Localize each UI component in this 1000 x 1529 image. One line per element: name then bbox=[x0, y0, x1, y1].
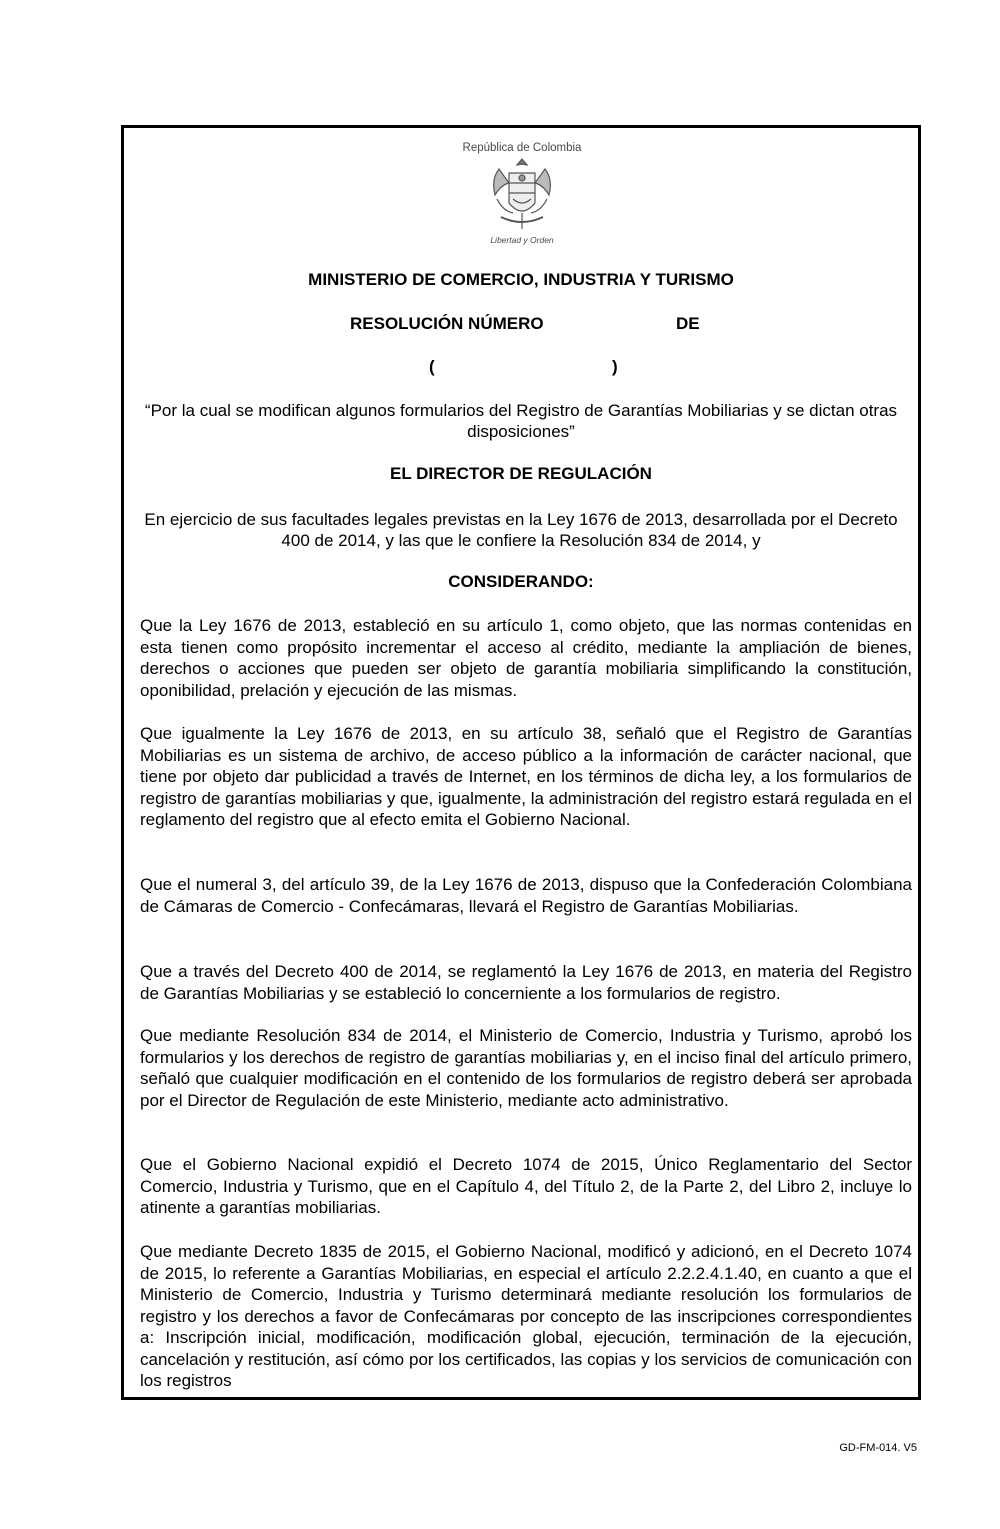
ministry-heading: MINISTERIO DE COMERCIO, INDUSTRIA Y TURISMO bbox=[308, 270, 734, 289]
paragraph-3: Que el numeral 3, del artículo 39, de la Ley 1676 de 2013, dispuso que la Confederación Colombiana de Cámaras de Comercio - Confecámaras, llevará el Registro de Garantías Mobiliarias. bbox=[140, 875, 912, 916]
resolution-de: DE bbox=[676, 314, 700, 333]
republic-label: República de Colombia bbox=[462, 142, 582, 154]
colombia-seal-icon bbox=[487, 155, 557, 235]
motto-label: Libertad y Orden bbox=[490, 235, 554, 245]
close-paren: ) bbox=[612, 357, 618, 376]
paragraph-4: Que a través del Decreto 400 de 2014, se reglamentó la Ley 1676 de 2013, en materia del Registro de Garantías Mobiliarias y se estableció lo concerniente a los formularios de registro. bbox=[140, 962, 912, 1003]
coat-of-arms bbox=[442, 142, 602, 262]
resolution-label: RESOLUCIÓN NÚMERO bbox=[350, 314, 544, 333]
resolution-title: “Por la cual se modifican algunos formularios del Registro de Garantías Mobiliarias y se dictan otras disposiciones” bbox=[144, 401, 898, 441]
paragraph-6: Que el Gobierno Nacional expidió el Decreto 1074 de 2015, Único Reglamentario del Sector Comercio, Industria y Turismo, que en el Capítulo 4, del Título 2, de la Parte 2, del Libro 2, incluye lo atinente a garantías mobiliarias. bbox=[140, 1155, 912, 1217]
considerando-heading: CONSIDERANDO: bbox=[448, 572, 594, 591]
paragraph-7: Que mediante Decreto 1835 de 2015, el Gobierno Nacional, modificó y adicionó, en el Decreto 1074 de 2015, lo referente a Garantías Mobiliarias, en especial el artículo 2.2.2.4.1.40, en cuanto a que el Ministerio de Comercio, Industria y Turismo determinará mediante resolución los formularios de registro y los derechos a favor de Confecámaras por concepto de las inscripciones correspondientes a: Inscripción inicial, modificación, modificación global, ejecución, terminación de la ejecución, cancelación y restitución, así cómo por los certificados, las copias y los servicios de comunicación con los registros bbox=[140, 1242, 912, 1390]
paragraph-5: Que mediante Resolución 834 de 2014, el Ministerio de Comercio, Industria y Turismo, aprobó los formularios y los derechos de registro de garantías mobiliarias y, en el inciso final del artículo primero, señaló que cualquier modificación en el contenido de los formularios de registro deberá ser aprobada por el Director de Regulación de este Ministerio, mediante acto administrativo. bbox=[140, 1026, 912, 1110]
paragraph-2: Que igualmente la Ley 1676 de 2013, en su artículo 38, señaló que el Registro de Garantías Mobiliarias es un sistema de archivo, de acceso público a la información de carácter nacional, que tiene por objeto dar publicidad a través de Internet, en los términos de dicha ley, a los formularios de registro de garantías mobiliarias y que, igualmente, la administración del registro estará regulada en el reglamento del registro que al efecto emita el Gobierno Nacional. bbox=[140, 724, 912, 829]
document-frame bbox=[121, 125, 921, 1400]
paragraph-1: Que la Ley 1676 de 2013, estableció en su artículo 1, como objeto, que las normas contenidas en esta tienen como propósito incrementar el acceso al crédito, mediante la ampliación de bienes, derechos o acciones que pueden ser objeto de garantía mobiliaria simplificando la constitución, oponibilidad, prelación y ejecución de las mismas. bbox=[140, 616, 912, 700]
preamble: En ejercicio de sus facultades legales previstas en la Ley 1676 de 2013, desarrollada por el Decreto 400 de 2014, y las que le confiere la Resolución 834 de 2014, y bbox=[144, 510, 898, 550]
open-paren: ( bbox=[429, 357, 435, 376]
form-code: GD-FM-014. V5 bbox=[839, 1442, 917, 1454]
director-heading: EL DIRECTOR DE REGULACIÓN bbox=[390, 464, 652, 483]
